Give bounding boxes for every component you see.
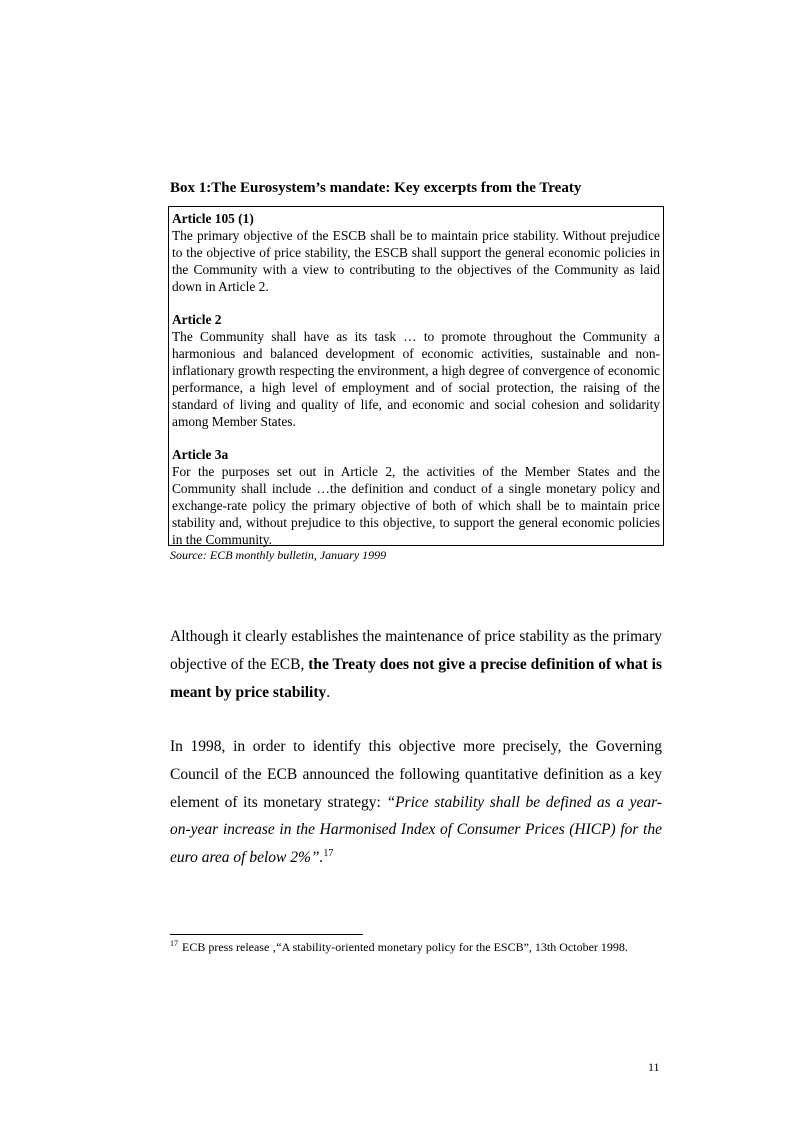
box-title: Box 1:The Eurosystem’s mandate: Key excerpts from the Treaty [170,180,582,196]
paragraph-quote: “Price stability shall be defined as a year-on-year increase in the Harmonised Index of Consumer Prices (HICP) for the euro area of below 2%”. [170,793,662,867]
article-2 [172,311,660,430]
article-3a [172,446,660,548]
paragraph-text: Although it clearly establishes the maintenance of price stability as the primary objective of the ECB, [170,628,662,673]
footnote-number: 17 [170,939,178,948]
article-heading: Article 105 (1) [172,211,254,226]
footnote-divider [170,934,363,935]
paragraph-text: In 1998, in order to identify this objective more precisely, the Governing Council of the ECB announced the following quantitative definition as a key element of its monetary strategy: [170,738,662,811]
footnote-text: ECB press release ‚“A stability-oriented monetary policy for the ESCB”, 13th October 1998. [182,940,628,954]
box-source: Source: ECB monthly bulletin, January 1999 [170,548,387,562]
footnote-reference[interactable]: 17 [323,848,334,860]
treaty-excerpts-box [168,206,664,546]
paragraph-end: . [326,683,331,701]
paragraph-bold-text: the Treaty does not give a precise definition of what is meant by price stability [170,655,662,701]
article-text: The primary objective of the ESCB shall be to maintain price stability. Without prejudice to the objective of price stability, the ESCB shall support the general economic policies in the Community with a view to contributing to the objectives of the Community as laid down in Article 2. [172,228,660,294]
article-105-1 [172,210,660,295]
page-number: 11 [648,1060,660,1074]
footnote [170,939,662,956]
article-text: The Community shall have as its task … to promote throughout the Community a harmonious and balanced development of economic activities, sustainable and non-inflationary growth respecting the environment, a high degree of convergence of economic performance, a high level of employment and of social protection, the raising of the standard of living and quality of life, and economic and social cohesion and solidarity among Member States. [172,329,660,429]
article-heading: Article 2 [172,312,222,327]
article-text: For the purposes set out in Article 2, the activities of the Member States and the Community shall include …the definition and conduct of a single monetary policy and exchange-rate policy the primary objective of both of which shall be to maintain price stability and, without prejudice to this objective, to support the general economic policies in the Community. [172,464,660,547]
paragraph-price-stability [170,623,662,706]
paragraph-quantitative-definition [170,733,662,872]
article-heading: Article 3a [172,447,229,462]
